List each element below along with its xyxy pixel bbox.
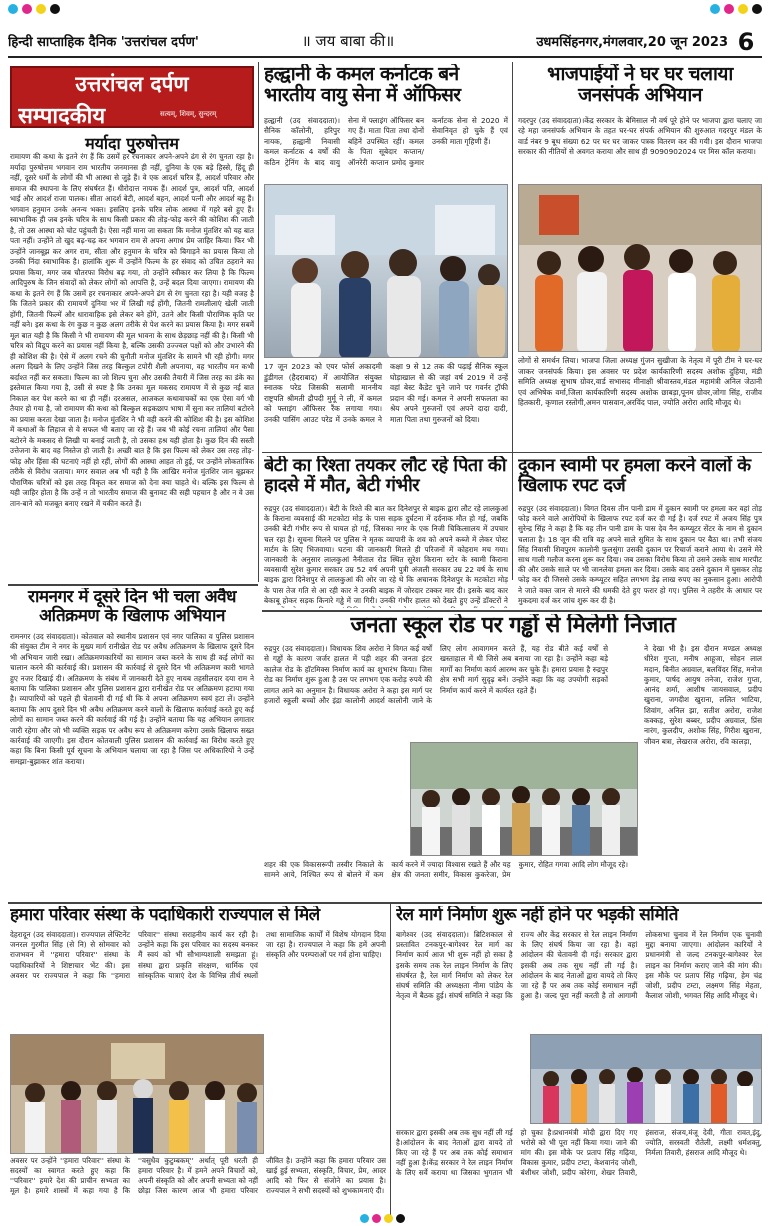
page-number: 6 <box>737 28 755 56</box>
rail-body-bottom: सरकार द्वारा इसकी अब तक सुध नहीं ली गई है।आंदोलन के बाद नेताओं द्वारा वायदे तो किए जा रहे हैं पर अब तक कोई समाधान नहीं हुआ है।केंद्र सरकार ने रेल लाइन निर्माण के लिए सर्वे कराया था जिसका भुगतान भी हो चुका है।प्रधानमंत्री मोदी द्वारा दिए गए भरोसे को भी पूरा नहीं किया गया। जाने की मांग की। इस मौके पर प्रताप सिंह गढ़िया, विकास कुमार, प्रदीप टम्टा, केशवानंद जोशी, बंशीधर जोशी, प्रदीप कोरंगा, शेखर तिवारी, हंसराज, संजय,मंजू देवी, गीता रावत,इंदु, ज्योति, सरस्वती रौतेली, लक्ष्मी धर्मशक्तु, निर्मला तिवारी, हंसराज आदि मौजूद थे। <box>396 1128 762 1177</box>
dot-cyan-icon <box>710 4 720 14</box>
rail-photo <box>530 1034 762 1124</box>
daughter-body: रुद्रपुर (उद संवाददाता)। बेटी के रिश्ते की बात कर दिनेशपुर से बाइक द्वारा लौट रहे लालकुआं के किराना व्यवसाई की मटकोटा मोड़ के पास सड़क दुर्घटना में दर्दनाक मौत हो गई, जबकि उनकी बेटी गंभीर रूप से घायल हो गई, जिसका नगर के एक निजी चिकित्सालय में उपचार चल रहा है। सूचना मिलने पर पुलिस ने मृतक व्यापारी के शव को अपने कब्जे में लेकर पोस्ट मार्टम के लिए भिजवाया। घटना की जानकारी मिलते ही परिजनों में कोहराम मच गया। जानकारी के अनुसार लालकुआं नैनीताल रोड स्थित सुरेश किराना स्टोर के स्वामी किराना व्यवसायी सुरेश कुमार सरकार उम्र 52 वर्ष अपनी पुत्री अंजली सरकार उम्र 22 वर्ष के साथ बाइक द्वारा दिनेशपुर से लालकुआं की ओर जा रहे थे कि अचानक दिनेशपुर के मटकोटा मोड़ के पास तेज गति से आ रही कार ने उनकी बाइक में जोरदार टक्कर मार दी। इसके बाद कार बेकाबू होकर सड़क किनारे गड्ढे में जा गिरी। उनकी गंभीर हालत को देखते हुए उन्हें डॉक्टरों ने <box>264 504 508 605</box>
rail-body: बागेश्वर (उद संवाददाता)। ब्रिटिशकाल से प्रस्तावित टनकपुर-बागेश्वर रेल मार्ग का निर्माण कार्य आज भी शुरू नहीं हो सका है इसके समय तक रेल लाइन निर्माण के लिए संघर्षरत है, रेल मार्ग निर्माण को लेकर रेल संघर्ष समिति की अध्यक्षता नीमा पांडेय के नेतृत्व में बैठक हुई। संघर्ष समिति ने कहा कि राज्य और केंद्र सरकार से रेल लाइन निर्माण के लिए संघर्ष किया जा रहा है। वहां आंदोलन की चेतावनी दी गई। सरकार द्वारा इसकी अब तक सुध नहीं ली गई है। आंदोलन के बाद नेताओं द्वारा वायदे तो किए जा रहे हैं पर अब तक कोई समाधान नहीं हुआ है। जल्द पूरा नहीं करती है तो आगामी लोकसभा चुनाव में रेल निर्माण एक चुनावी मुद्दा बनाया जाएगा। आंदोलन कारियों ने प्रधानमंत्री से जल्द टनकपुर-बागेश्वर रेल लाइन का निर्माण कराए जाने की मांग की। इस मौके पर प्रताप सिंह गढ़िया, हेम चंद्र जोशी, प्रदीप टम्टा, लक्ष्मण सिंह मेहता, कैलाश जोशी, भगवत सिंह आदि मौजूद थे। <box>396 930 762 1001</box>
masthead-title: उत्तरांचल दर्पण <box>75 72 189 96</box>
editorial-headline: मर्यादा पुरुषोत्तम <box>85 134 179 153</box>
school-road-body-bottom: शहर की एक विकासरूपी तस्वीर निकाले के सामने आये, निश्चित रूप से बोलने में कम कार्य करने में ज्यादा विश्वास रखते हैं और यह क्षेत्र की जनता समीर, विकास कुकरेजा, प्रेम कुमार, रोहित गगवा आदि लोग मौजूद रहे। <box>264 860 629 880</box>
bjp-photo <box>518 184 762 352</box>
school-road-photo <box>410 742 638 856</box>
dot-magenta-icon <box>372 1214 381 1223</box>
dot-black-icon <box>50 4 60 14</box>
family-body: देहरादून (उद संवाददाता)। राज्यपाल लेफ्टिनेंट जनरल गुरमीत सिंह (से नि) से सोमवार को राजभवन में ''हमारा परिवार'' संस्था के पदाधिकारियों ने शिष्टाचार भेंट की। इस अवसर पर राज्यपाल ने कहा कि ''हमारा परिवार'' संस्था सराहनीय कार्य कर रही है। उन्होंने कहा कि इस परिवार का सदस्य बनकर मैं स्वयं को भी सौभाग्यशाली समझता हूं। संस्था द्वारा प्रकृति संरक्षण, धार्मिक एवं सांस्कृतिक यात्राएं देश के विभिन्न तीर्थ स्थलों तथा सामाजिक कार्यों में विशेष योगदान दिया जा रहा है। राज्यपाल ने कहा कि हमें अपनी संस्कृति और परम्पराओं पर गर्व होना चाहिए। <box>10 930 386 980</box>
dot-black-icon <box>396 1214 405 1223</box>
bjp-body-bottom: लोगों से समर्थन लिया। भाजपा जिला अध्यक्ष गुंजन सुखीजा के नेतृत्व में पूरी टीम ने घर-घर जाकर जनसंपर्क किया। इस अवसर पर प्रदेश कार्यकारिणी सदस्य अशोक दुहिया, मंडी समिति अध्यक्ष सुभाष ग्रोवर,वार्ड सभासद मीनाक्षी श्रीवास्तव,मंडल महामंत्री अनिल जेठानी एवं अभिषेक वर्मा,जिला कार्यकारिणी सदस्य अशोक छाबड़ा,पूनम ग्रोवर,जोगा सिंह, राजीव हितकारी, कृणाल रस्तोगी,अमन पासवान,अरविंद पाल, ज्योति अरोरा आदि मौजूद थे। <box>518 356 762 408</box>
shop-body: रुद्रपुर (उद संवाददाता)। विगत दिवस तीन पानी डाम में दुकान स्वामी पर हमला कर वहां तोड़ फोड़ करने वाले आरोपियों के खिलाफ रपट दर्ज कर दी गई है। दर्ज रपट में अजय सिंह पुत्र सुरेन्द्र सिंह ने कहा है कि वह तीन पानी डाम के पास देव नैन कम्प्यूटर सेंटर के नाम से दुकान चलाता है। 18 जून की रात्रि वह अपने साले सुमित के साथ दुकान पर बैठा था। तभी संजय सिंह निवासी शिवपुरम कालोनी फुलसुंगा उसकी दुकान पर रिचार्ज कराने आया थे। उसने मेरे साथ गाली गलौज करना शुरू कर दिया। जब उसका विरोध किया तो उसने उसके साथ मारपीट की और उसके साले पर भी जानलेवा हमला कर दिया। उसके बाद उसने दुकान में घुसकर तोड़ फोड़ कर दी जिससे उसके कम्प्यूटर सहित लगभग डेढ़ लाख रुपए का नुकसान हुआ। आरोपी ने जाते वक्त जान से मारने की धमकी देते हुए फरार हो गए। पुलिस ने तहरीर के आधार पर मुकदमा दर्ज कर जांच शुरू कर दी है। <box>518 504 762 605</box>
dot-cyan-icon <box>8 4 18 14</box>
daughter-headline: बेटी का रिश्ता तयकर लौट रहे पिता की हादसे में मौत, बेटी गंभीर <box>264 456 506 497</box>
editorial-body: रामायण की कथा के इतने रंग हैं कि उसमें हर रचनाकार अपने-अपने ढंग से रंग चुनता रहा है। मर्यादा पुरुषोत्तम भगवान राम भारतीय जनमानस ही नहीं, दुनिया के एक बड़े हिस्से, हिंदू ही नहीं, दूसरे धर्मों के लोगों की भी आस्था से जुड़े हैं। वे एक आदर्श चरित्र हैं, आदर्श परिवार और समाज की स्थापना के लिए संघर्षरत हैं। धीरोदात्त नायक हैं। आदर्श पुत्र, आदर्श पति, आदर्श भाई और आदर्श राजा पालक। सीता आदर्श बेटी, आदर्श बहन, आदर्श पत्नी और आदर्श बहू हैं। भगवान हनुमान उनके अनन्य भक्त। इसलिए इनके चरित्र लोक आस्था में गहरे बसे हुए हैं। स्वाभाविक ही जब इनके चरित्र के साथ किसी प्रकार की तोड़-फोड़ करने की कोशिश की जाती है, तो उस आस्था को चोट पहुंचती है। ऐसा नहीं माना जा सकता कि मनोज मुंतशिर को यह बात पता नहीं। उन्होंने तो खुद बढ़-चढ़ कर भगवान राम से अपना अगाध प्रेम जाहिर किया। फिर भी उन्होंने जानबूझ कर अगर राम, सीता और हनुमान के चरित्र को बिगाड़ने का प्रयास किया तो उनकी निंदा स्वाभाविक है। हालांकि शुरू में उन्होंने फिल्म के हर संवाद को उचित ठहराने का प्रयास किया, मगर जब चौतरफा विरोध बढ़ गया, तो उन्होंने स्वीकार कर लिया है कि फिल्म आदिपुरुष के जिन संवादों को लेकर लोगों को आपत्ति है, उन्हें बदल दिया जाएगा। रामायण की कथा के इतने रंग हैं कि उसमें हर रचनाकार अपने-अपने ढंग से रंग चुनता रहा है। यही वजह है कि जितने प्रकार की रामायणें दुनिया भर में लिखी गई होंगी, जितनी रामलीलाएं खेली जाती होंगी, जितनी फिल्में और धारावाहिक इसे लेकर बने होंगे, उतने और किसी पौराणिक कृति पर नहीं बने। इस कथा के रंग कुछ न कुछ अलग तरीके से पेश करने का प्रयास किया है। मगर सबमें मूल बात यही है कि किसी ने भी रामायण की मूल भावना के साथ छेड़छाड़ नहीं की है। किसी भी चरित्र को विद्रूप करने का प्रयास नहीं किया है, बल्कि उसकी उज्ज्वल पक्षों को और उभारने की ही कोशिश की है। ऐसे में अलग रचने की चुनौती मनोज मुंतशिर के सामने भी रही होगी। मगर अलग दिखने के लिए उन्होंने जिस तरह बिल्कुल टपोरी शैली अपनाया, वह भारतीय मन कभी बर्दाश्त नहीं कर सकता। फिल्म का जो शिल्प चुना और उसकी तैयारी में जिस तरह का डंके का इस्तेमाल किया गया है, उसी से स्पष्ट है कि उनका मूल मकसद रामायण में से कुछ नई बात निकाल कर पेश करने का था ही नहीं। दरअसल, आजकल कथावाचकों का एक ऐसा वर्ग भी तैयार हो गया है, जो रामायण की कथा को बिल्कुल सड़कछाप भाषा में सुना कर तालियां बटोरने का प्रयास करता देखा जाता है। मनोज मुंतशिर ने भी वही करने की कोशिश की है। इस कोशिश में कथाओं के लिहाज से वे सफल भी बताए जा रहे हैं। जब भी कोई रचना तालियां और पैसा बटोरने के मकसद से लिखी या बनाई जाती है, तो उसका हश्र यही होता है। कुछ दिन की सस्ती उत्तेजना के बाद वह निस्तेज हो जाती है। अच्छी बात है कि इस फिल्म को लेकर उस तरह तोड़-फोड़ और हिंसा की घटनाएं नहीं हो रहीं, लोगों की आस्था आहत तो हुई, पर उन्होंने लोकतांत्रिक तरीके से विरोध जताया। मगर सवाल अब भी यही है कि आखिर मनोज मुंतशिर जान बूझकर पौराणिक चरित्रों को इस तरह विकृत कर समाज को देना क्या चाहते थे। बल्कि इस फिल्म से यही जाहिर होता है कि उन्हें न तो भारतीय समाज की बुनावट की सही पहचान है और न वे उस तान-बाने को मजबूत बनाए रखने में यकीन करते हैं। <box>10 152 254 508</box>
school-road-body-top: रुद्रपुर (उद संवाददाता)। विधायक शिव अरोरा ने विगत कई वर्षों से गड्ढों के कारण जर्जर हालत में पड़ी शहर की जनता इंटर कालेज रोड के हॉटमिक्स निर्माण कार्य का शुभारंभ किया। जिस रोड का निर्माण शुरू हुआ है उस पर लगभग एक करोड़ रुपये की लागत आने का अनुमान है। विधायक अरोरा ने कहा इस मार्ग पर हजारों स्कूली बच्चों और इंद्रा कालोनी आदर्श कालोनी जाने के लिए लोग आवागमन करते हैं, यह रोड बीते कई वर्षों से खस्ताहाल में थी जिसे अब बनाया जा रहा है। उन्होंने कहा बड़े मार्गों का निर्माण कार्य आरम्भ कर चुके हैं। हमारा प्रयास है रुद्रपुर क्षेत्र सभी मार्ग सुदृढ़ बनें। उन्होंने कहा कि वह उपयोगी सड़कों निर्माण कार्य करने में कार्यरत रहते हैं। <box>264 644 608 706</box>
ramnagar-headline: रामनगर में दूसरे दिन भी चला अवैध अतिक्रमण के खिलाफ अभियान <box>28 588 236 627</box>
iaf-photo <box>264 184 508 358</box>
dot-magenta-icon <box>724 4 734 14</box>
header-right: उधमसिंहनगर,मंगलवार,20 जून 2023 <box>536 35 728 50</box>
dot-yellow-icon <box>384 1214 393 1223</box>
dot-cyan-icon <box>360 1214 369 1223</box>
iaf-body-bottom: 17 जून 2023 को एयर फोर्स अकादमी डुंडीगल (हैदराबाद) में आयोजित संयुक्त स्नातक परेड जिसकी सलामी माननीय राष्ट्रपति श्रीमती द्रौपदी मुर्मू ने ली, में कमल को फ्लाइंग ऑफिसर रैंक लगाया गया। उनकी पासिंग आउट परेड में उनके कमल ने कक्षा 9 से 12 तक की पढ़ाई सैनिक स्कूल घोड़ाखाल से की जहां वर्ष 2019 में उन्हें वहां बेस्ट कैडेट चुने जाने पर गवर्नर ट्रॉफी प्रदान की गई। कमल ने अपनी सफलता का श्रेय अपने गुरुजनों एवं अपने दादा दादी, माता पिता तथा गुरुजनों को दिया। <box>264 362 508 424</box>
masthead-section: सम्पादकीय <box>18 104 106 128</box>
iaf-body-top: हल्द्वानी (उद संवाददाता)। सैनिक कॉलोनी, हरिपुर नायक, हल्द्वानी निवासी कमल कर्नाटक 4 वर्षों की कठिन ट्रेनिंग के बाद वायु सेना में फ्लाइंग ऑफिसर बन गए हैं। माता पिता तथा दोनों बहिनें उपस्थित रहीं। कमल के पिता सूबेदार कप्तान/ऑनरेरी कप्तान प्रमोद कुमार कर्नाटक सेना से 2020 में सेवानिवृत हो चुके हैं एवं उनकी माता गृहिणी हैं। <box>264 116 508 167</box>
page-header <box>8 28 762 58</box>
bjp-body-top: गदरपुर (उद संवाददाता)।केंद्र सरकार के बेमिसाल नौ वर्ष पूरे होने पर भाजपा द्वारा चलाए जा रहे महा जनसंपर्क अभियान के तहत घर-घर संपर्क अभियान की शुरुआत गदरपुर मंडल के वार्ड नंबर 9 बूथ संख्या 62 पर घर घर जाकर पत्रक वितरण कर की गयी। इस दौरान भाजपा सरकार की नीतियों से अवगत कराया और साथ ही 9090902024 पर मिस कॉल कराया। <box>518 116 762 157</box>
masthead <box>10 66 254 128</box>
family-body-bottom: अवसर पर उन्होंने ''हमारा परिवार'' संस्था के सदस्यों का स्वागत करते हुए कहा कि ''परिवार'' हमारे देश की प्राचीन सभ्यता का मूल है। हमारे शास्त्रों में कहा गया है कि ''वसुधैव कुटुम्बकम्'' अर्थात् पूरी धरती ही हमारा परिवार है। में हमने अपने विचारों को, अपनी संस्कृति को और अपनी सभ्यता को नहीं छोड़ा जिस कारण आज भी हमारा परिवार जीवित है। उन्होंने कहा कि हमारा परिवार उस खाई हुई सभ्यता, संस्कृति, विचार, प्रेम, आदर आदि को फिर से संजोने का प्रयास है। राज्यपाल ने सभी सदस्यों को शुभकामनाएं दी। <box>10 1156 386 1195</box>
dot-magenta-icon <box>22 4 32 14</box>
iaf-headline: हल्द्वानी के कमल कर्नाटक बने भारतीय वायु सेना में ऑफिसर <box>264 64 461 107</box>
dot-yellow-icon <box>738 4 748 14</box>
school-road-headline: जनता स्कूल रोड पर गड्ढों से मिलेगी निजात <box>350 614 676 638</box>
header-center: ॥ जय बाबा की॥ <box>301 32 395 50</box>
masthead-motto: सत्यम्, शिवम्, सुन्दरम् <box>160 110 217 118</box>
header-left: हिन्दी साप्ताहिक दैनिक 'उत्तरांचल दर्पण' <box>8 35 199 50</box>
dot-black-icon <box>752 4 762 14</box>
dot-yellow-icon <box>36 4 46 14</box>
family-headline: हमारा परिवार संस्था के पदाधिकारी राज्यपाल से मिले <box>10 906 320 925</box>
school-road-attendees: ने देखा भी है। इस दौरान मण्डल अध्यक्ष धीरेश गुप्ता, मनीष आहूजा, सोहन लाल मदान, बिनीत अग्रवाल, बलविंदर सिंह, मनोज कुमार, पार्षद आयुष तनेजा, राजेश गुप्ता, आनंद शर्मा, आशीष जायसवाल, प्रदीप खुराना, जगदीश खुराना, ललित भाटिया, शिवांग, अनिल झा, सतीश अरोरा, राजेश कक्कड़, सुरेश बब्बर, प्रदीप अग्रवाल, प्रिंस नारंग, कुलदीप, अशोक सिंह, गिरीश खुराना, जीवन बत्रा, लेखराज अरोरा, रवि कालड़ा, <box>644 644 762 746</box>
shop-headline: दुकान स्वामी पर हमला करने वालों के खिलाफ रपट दर्ज <box>518 456 751 497</box>
family-photo <box>10 1034 264 1154</box>
rail-headline: रेल मार्ग निर्माण शुरू नहीं होने पर भड़की समिति <box>396 906 678 925</box>
ramnagar-body: रामनगर (उद संवाददाता)। कोतवाल को स्थानीय प्रशासन एवं नगर पालिका व पुलिस प्रशासन की संयुक्त टीम ने नगर के मुख्य मार्ग रानीखेत रोड पर अवैध अतिक्रमण के खिलाफ दूसरे दिन भी अभियान जारी रखा। अतिक्रमणकारियों का सामान जब्त करने के साथ ही कई लोगों का चालान करने की कार्रवाई की। प्रशासन की कार्रवाई से दूसरे दिन भी अतिक्रमण कारी भागते हुए नजर दिखाई दी। अतिक्रमण के संबंध में जानकारी देते हुए नायब तहसीलदार दया राम ने बताया कि पालिका प्रशासन और पुलिस प्रशासन द्वारा रानीखेत रोड पर अतिक्रमण हटाया गया है। व्यापारियों को पहले ही चेतावनी दी गई थी कि वे अपना अतिक्रमण स्वयं हटा लें। उन्होंने बताया कि आप दुसरे दिन भी अवैध अतिक्रमण करने वालों के खिलाफ कार्रवाई करते हुए कई लोगों का सामान जब्त करने की कार्रवाई की गई है। उन्होंने बताया कि यह अभियान लगातार जारी रहेगा और जो भी व्यक्ति सड़क पर अवैध रूप से अतिक्रमण करेगा उसके खिलाफ सख्त कार्रवाई की जाएगी। इस दौरान कोतवाली पुलिस प्रशासन की कार्रवाई का विरोध करते हुए कहा कि बिना किसी पूर्व सूचना के अभियान चलाया जा रहा है जिस पर अधिकारियों ने उन्हें समझा-बुझाकर शांत कराया। <box>10 632 254 766</box>
bjp-headline: भाजपाईयों ने घर घर चलाया जनसंपर्क अभियान <box>547 64 733 107</box>
